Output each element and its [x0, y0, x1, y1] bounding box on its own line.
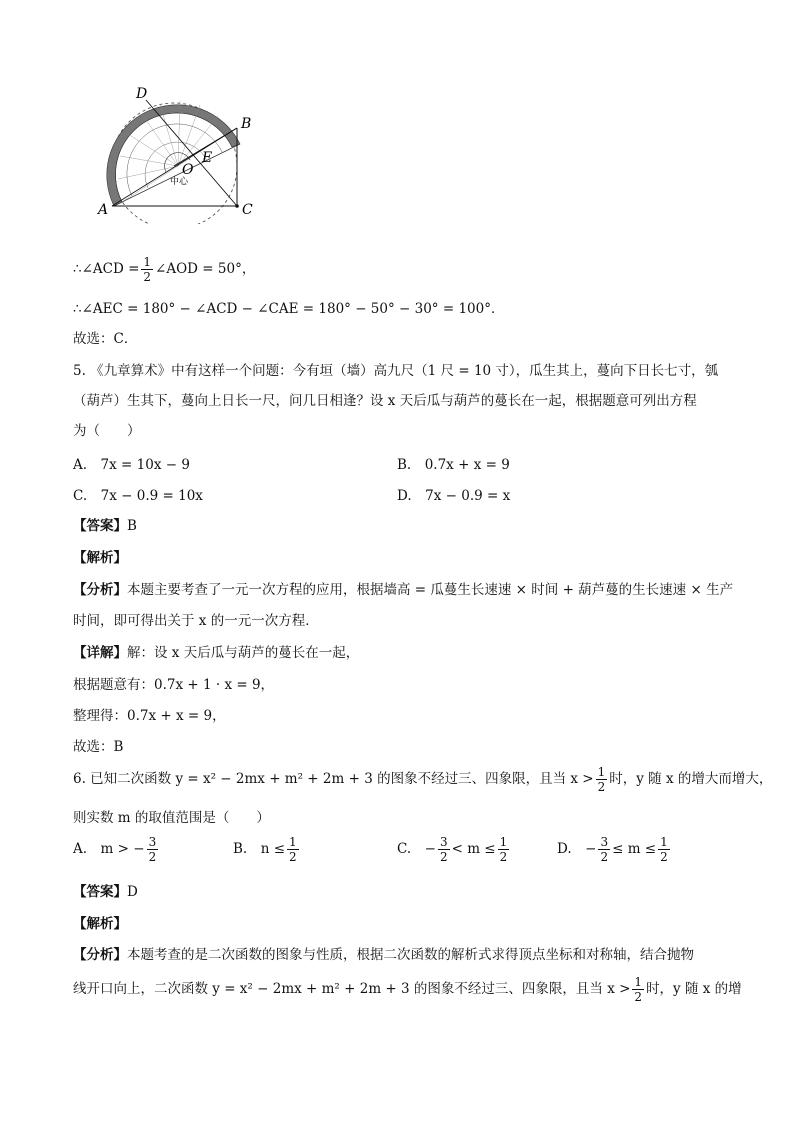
- q6-analysis-title: 【解析】: [73, 916, 127, 932]
- q5-option-d: D. 7x − 0.9 = x: [397, 488, 511, 504]
- q5-xiangjie: 【详解】解：设 x 天后瓜与葫芦的蔓长在一起，: [73, 645, 360, 661]
- q6-option-d: D. − $\frac{3}{2}$ ≤ m ≤ $\frac{1}{2}$: [557, 835, 668, 864]
- q6-answer: 【答案】D: [73, 884, 138, 900]
- label-D: D: [136, 86, 148, 102]
- q5-analysis-title: 【解析】: [73, 550, 127, 566]
- q5-step-3: 故选：B: [73, 739, 124, 755]
- proof-line-3: 故选：C．: [73, 331, 138, 347]
- q5-stem-2: （葫芦）生其下，蔓向上日长一尺，问几日相逢？设 x 天后瓜与葫芦的蔓长在一起，根据题意可列出方程: [73, 393, 697, 409]
- q5-fenxi-2: 时间，即可得出关于 x 的一元一次方程．: [73, 613, 319, 629]
- q5-option-b: B. 0.7x + x = 9: [397, 457, 510, 473]
- q6-fenxi-2: 线开口向上，二次函数 y = x² − 2mx + m² + 2m + 3 的图象不经过三、四象限，且当 x > $\frac{1}{2}$ 时，y 随 x 的增: [73, 975, 742, 1004]
- label-center: 中心: [170, 177, 189, 187]
- label-A: A: [98, 202, 109, 218]
- q6-stem-2: 则实数 m 的取值范围是（ ）: [73, 810, 270, 826]
- label-O: O: [182, 162, 194, 178]
- protractor-figure: [92, 84, 292, 224]
- protractor-outer-band: [107, 105, 240, 206]
- q5-step-2: 整理得：0.7x + x = 9，: [73, 708, 226, 724]
- proof-line-1: ∴∠ACD = $\frac{1}{2}$ ∠AOD = 50°，: [73, 255, 256, 284]
- q5-option-c: C. 7x − 0.9 = 10x: [73, 488, 203, 504]
- q6-fenxi-1: 【分析】本题考查的是二次函数的图象与性质，根据二次函数的解析式求得顶点坐标和对称轴，结合抛物: [73, 947, 694, 963]
- q5-answer: 【答案】B: [73, 518, 137, 534]
- q6-stem-1: 6. 已知二次函数 y = x² − 2mx + m² + 2m + 3 的图象不经过三、四象限，且当 x > $\frac{1}{2}$ 时，y 随 x 的增大而增大，: [73, 765, 773, 794]
- label-C: C: [242, 202, 253, 218]
- proof-line-2: ∴∠AEC = 180° − ∠ACD − ∠CAE = 180° − 50° − 30° = 100°．: [73, 301, 505, 317]
- q6-option-b: B. n ≤ $\frac{1}{2}$: [233, 835, 297, 864]
- q5-stem-3: 为（ ）: [73, 423, 141, 439]
- q5-option-a: A. 7x = 10x − 9: [73, 457, 190, 473]
- label-E: E: [202, 150, 213, 166]
- q5-fenxi-1: 【分析】本题主要考查了一元一次方程的应用，根据墙高 = 瓜蔓生长速速 × 时间 + 葫芦蔓的生长速速 × 生产: [73, 582, 734, 598]
- q6-option-c: C. − $\frac{3}{2}$ < m ≤ $\frac{1}{2}$: [397, 835, 508, 864]
- q5-stem-1: 5. 《九章算术》中有这样一个问题：今有垣（墙）高九尺（1 尺 = 10 寸），瓜生其上，蔓向下日长七寸，瓠: [73, 363, 719, 379]
- label-B: B: [241, 116, 252, 132]
- q5-step-1: 根据题意有：0.7x + 1 · x = 9，: [73, 677, 275, 693]
- q6-option-a: A. m > − $\frac{3}{2}$: [73, 835, 157, 864]
